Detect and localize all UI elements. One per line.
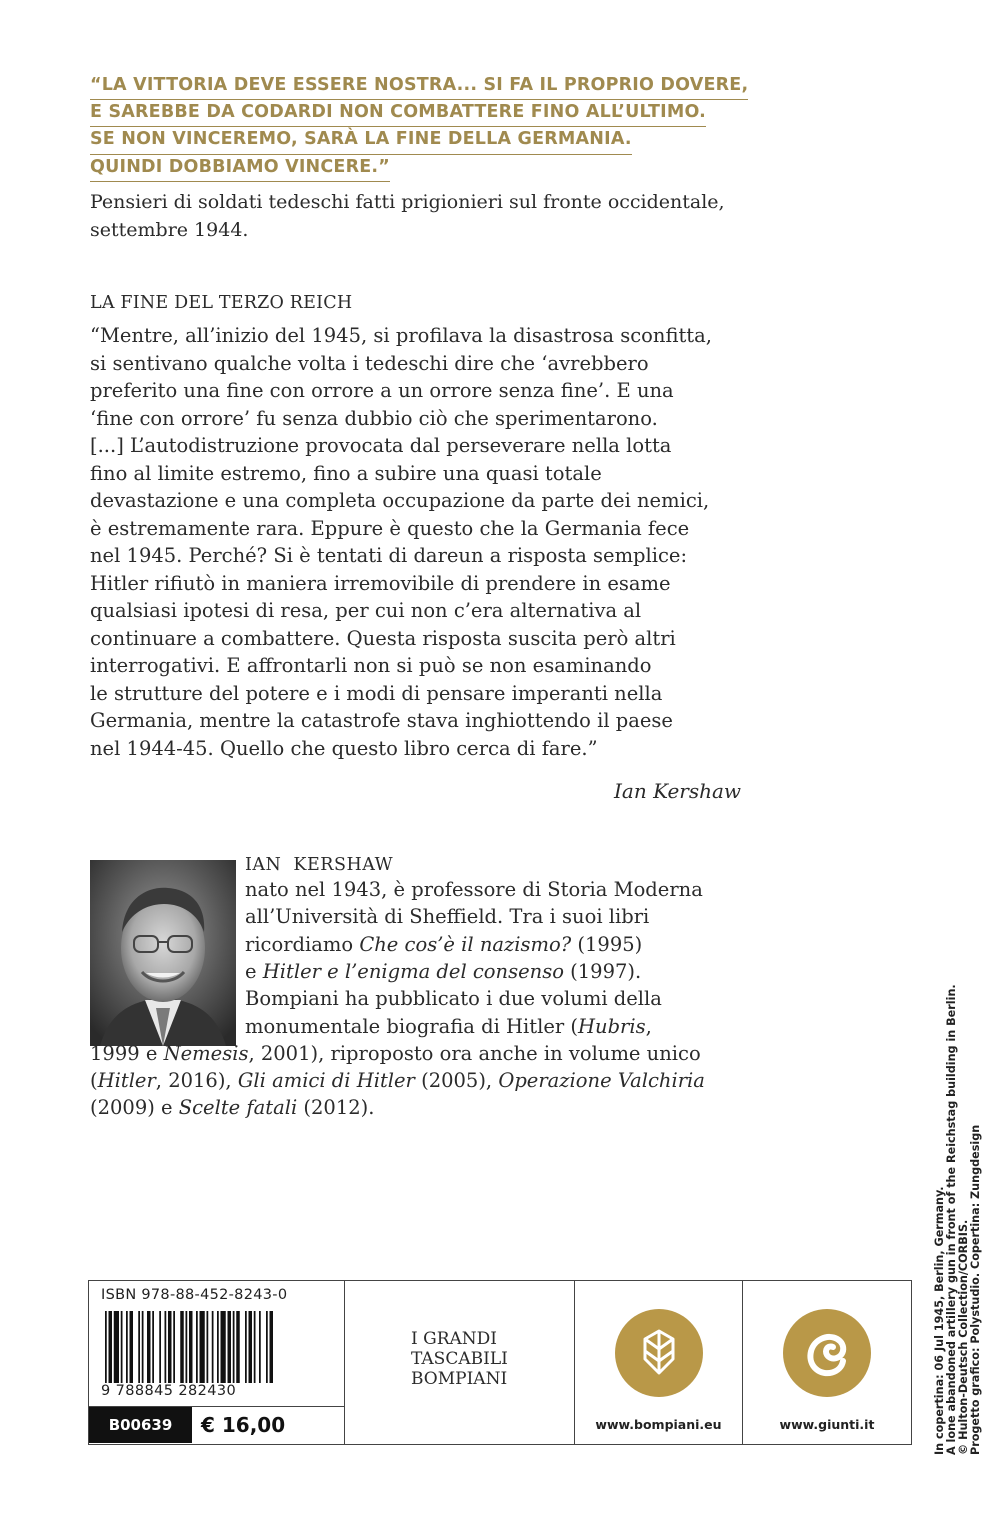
bio-line: all’Università di Sheffield. Tra i suoi libri <box>245 905 650 929</box>
product-code: B00639 <box>89 1407 192 1443</box>
giunti-url[interactable]: www.giunti.it <box>779 1417 875 1432</box>
bompiani-cell <box>575 1281 743 1444</box>
credit-line: A lone abandoned artillery gun in front of the Reichstag building in Berlin. <box>945 984 959 1455</box>
giunti-logo-icon <box>783 1309 871 1397</box>
retail-box <box>88 1280 912 1445</box>
quote-caption <box>90 188 770 244</box>
credit-line: In copertina: 06 Jul 1945, Berlin, Germany. <box>933 1186 946 1455</box>
book-title: Scelte fatali <box>178 1096 298 1120</box>
book-title: Operazione Valchiria <box>498 1069 705 1093</box>
author-photo <box>90 860 236 1046</box>
book-title: Nemesis <box>163 1041 249 1065</box>
series-line: TASCABILI <box>411 1349 508 1369</box>
barcode-digits: 9 788845 282430 <box>101 1383 237 1399</box>
cover-quote <box>90 72 790 181</box>
author-name: IAN KERSHAW <box>245 855 394 875</box>
bio-line <box>245 931 642 958</box>
quote-line: E SAREBBE DA CODARDI NON COMBATTERE FINO ALL’ULTIMO. <box>90 99 706 127</box>
synopsis-line: le strutture del potere e i modi di pensare imperanti nella <box>90 681 663 705</box>
bio-text: , 2001), riproposto ora anche in volume unico <box>248 1041 701 1065</box>
quote-line: SE NON VINCEREMO, SARÀ LA FINE DELLA GERMANIA. <box>90 126 632 154</box>
quote-line: “LA VITTORIA DEVE ESSERE NOSTRA... SI FA IL PROPRIO DOVERE, <box>90 72 748 100</box>
price: € 16,00 <box>201 1413 286 1437</box>
synopsis-line: Hitler rifiutò in maniera irremovibile di prendere in esame <box>90 571 671 595</box>
synopsis-line: Germania, mentre la catastrofe stava inghiottendo il paese <box>90 709 673 732</box>
bio-text: (2009) e <box>90 1096 179 1120</box>
synopsis-line: devastazione e una completa occupazione da parte dei nemici, <box>90 489 710 512</box>
bio-text: , <box>645 1014 652 1038</box>
bio-line <box>90 1040 701 1067</box>
synopsis-line: interrogativi. E affrontarli non si può se non esaminando <box>90 654 652 677</box>
synopsis-line: “Mentre, all’inizio del 1945, si profilava la disastrosa sconfitta, <box>90 324 712 347</box>
bio-text: ricordiamo <box>245 932 360 956</box>
bompiani-url[interactable]: www.bompiani.eu <box>595 1417 722 1432</box>
section-title: LA FINE DEL TERZO REICH <box>90 293 353 313</box>
bio-text: monumentale biografia di Hitler ( <box>245 1014 578 1038</box>
quote-line: QUINDI DOBBIAMO VINCERE.” <box>90 154 390 182</box>
synopsis-line: [...] L’autodistruzione provocata dal perseverare nella lotta <box>90 434 672 457</box>
bio-line: nato nel 1943, è professore di Storia Moderna <box>245 878 703 901</box>
bio-text: , 2016), <box>155 1069 238 1093</box>
code-price-row <box>89 1406 344 1444</box>
credit-line: © Hulton-Deutsch Collection/CORBIS. <box>957 1219 971 1455</box>
bio-text: (2012). <box>297 1096 375 1120</box>
synopsis-line: ‘fine con orrore’ fu senza dubbio ciò che sperimentarono. <box>90 406 658 430</box>
bio-text: (1995) <box>571 932 643 956</box>
caption-line: Pensieri di soldati tedeschi fatti prigionieri sul fronte occidentale, <box>90 191 725 213</box>
series-line: I GRANDI <box>411 1329 497 1349</box>
book-title: Hubris <box>578 1014 646 1038</box>
series-cell <box>345 1281 575 1444</box>
book-title: Hitler <box>97 1069 156 1093</box>
synopsis-line: si sentivano qualche volta i tedeschi dire che ‘avrebbero <box>90 351 649 375</box>
synopsis-line: fino al limite estremo, fino a subire una quasi totale <box>90 461 602 485</box>
bio-text: (2005), <box>414 1069 499 1093</box>
caption-line: settembre 1944. <box>90 219 249 241</box>
bio-line <box>245 1013 652 1040</box>
series-logo <box>411 1329 561 1389</box>
isbn-cell <box>89 1281 345 1444</box>
isbn: ISBN 978-88-452-8243-0 <box>101 1287 288 1303</box>
bio-text: (1997). <box>563 959 642 983</box>
bio-text: ( <box>90 1069 98 1093</box>
bompiani-logo-icon <box>615 1309 703 1397</box>
synopsis-line: preferito una fine con orrore a un orrore senza fine’. E una <box>90 379 674 402</box>
synopsis-text <box>90 322 790 762</box>
signature: Ian Kershaw <box>614 779 742 803</box>
book-title: Che cos’è il nazismo? <box>359 932 572 956</box>
bio-text: 1999 e <box>90 1041 164 1065</box>
bio-text: e <box>245 959 263 983</box>
bio-line: Bompiani ha pubblicato i due volumi della <box>245 987 662 1011</box>
synopsis-line: nel 1944-45. Quello che questo libro cerca di fare.” <box>90 736 598 760</box>
giunti-cell <box>743 1281 911 1444</box>
synopsis-line: continuare a combattere. Questa risposta suscita però altri <box>90 626 676 650</box>
credit-line: Progetto grafico: Polystudio. Copertina: Zungdesign <box>969 1124 983 1455</box>
synopsis-line: qualsiasi ipotesi di resa, per cui non c’era alternativa al <box>90 599 642 622</box>
bio-line <box>90 1094 374 1121</box>
book-title: Gli amici di Hitler <box>237 1069 415 1093</box>
bio-line <box>90 1067 705 1094</box>
credits-text <box>934 984 982 1455</box>
synopsis-line: nel 1945. Perché? Si è tentati di dareun a risposta semplice: <box>90 544 688 567</box>
barcode <box>105 1311 331 1383</box>
author-portrait-illustration <box>90 860 236 1046</box>
synopsis-line: è estremamente rara. Eppure è questo che la Germania fece <box>90 516 690 540</box>
series-line: BOMPIANI <box>411 1369 508 1389</box>
bio-line <box>245 958 641 985</box>
book-title: Hitler e l’enigma del consenso <box>262 959 564 983</box>
